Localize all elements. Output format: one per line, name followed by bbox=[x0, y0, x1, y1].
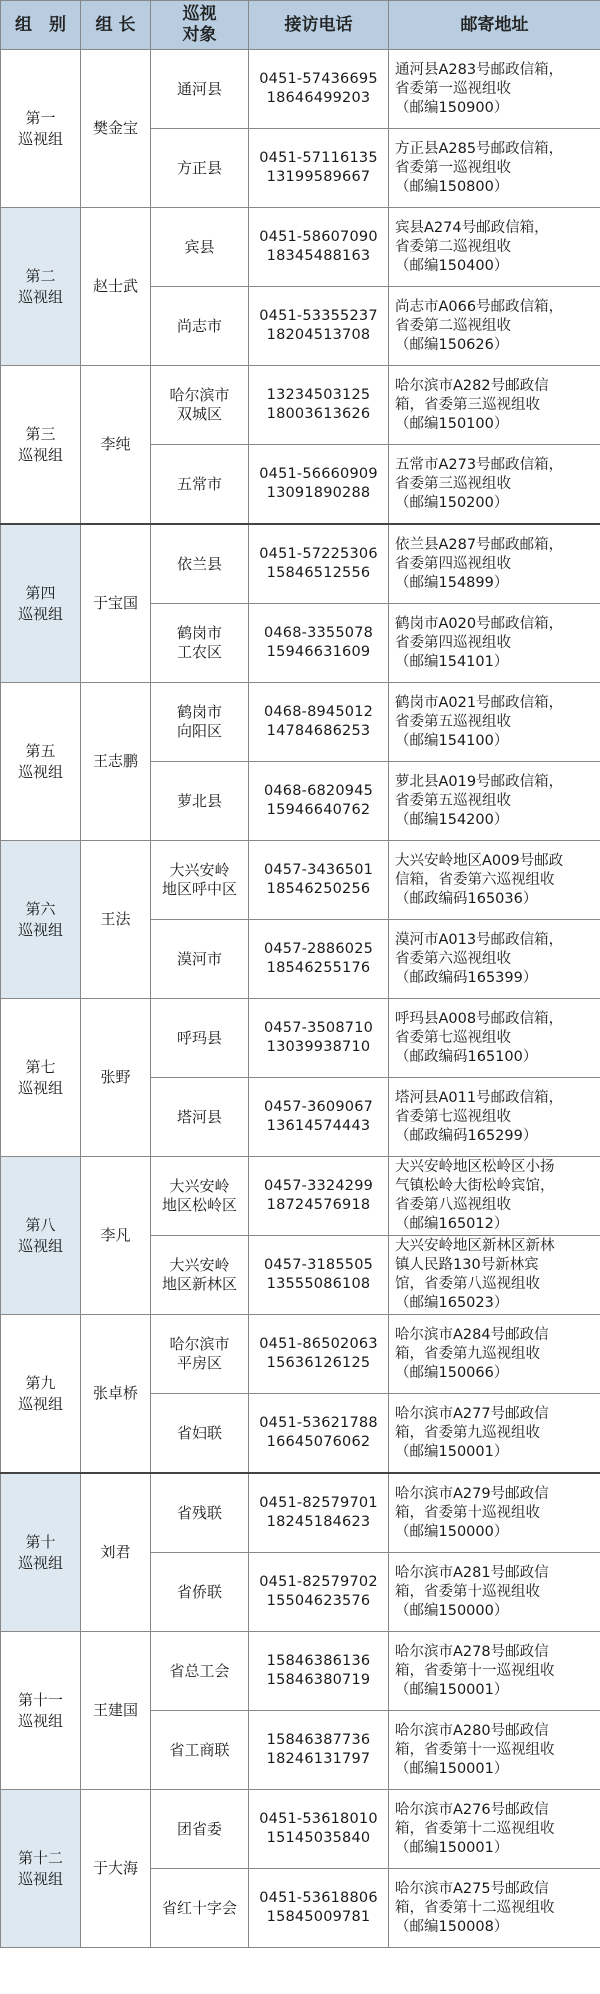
mailing-address-cell bbox=[389, 287, 600, 366]
mailing-address-line: 省委第一巡视组收 bbox=[395, 159, 511, 176]
table-row bbox=[1, 50, 600, 129]
phone-number: 0457-2886025 bbox=[263, 941, 374, 957]
mailing-address-cell bbox=[389, 762, 600, 841]
phone-cell bbox=[249, 1632, 389, 1711]
group-name-line: 巡视组 bbox=[17, 1078, 63, 1097]
phone-cell bbox=[249, 1078, 389, 1157]
inspection-target-cell bbox=[151, 762, 249, 841]
mailing-address-line: 哈尔滨市A282号邮政信 bbox=[395, 377, 549, 394]
mailing-address-line: 镇人民路130号新林宾 bbox=[395, 1257, 539, 1273]
phone-number: 0457-3609067 bbox=[263, 1099, 374, 1115]
inspection-target-line: 省残联 bbox=[176, 1503, 222, 1522]
mailing-address-line: 箱，省委第十二巡视组收 bbox=[395, 1899, 555, 1916]
mailing-address-line: 鹤岗市A021号邮政信箱， bbox=[395, 694, 564, 711]
phone-cell bbox=[249, 1711, 389, 1790]
mailing-address-line: 省委第八巡视组收 bbox=[395, 1197, 511, 1213]
group-leader-cell: 李凡 bbox=[81, 1157, 151, 1315]
mailing-address-line: （邮编150626） bbox=[395, 336, 509, 353]
mailing-address-line: 通河县A283号邮政信箱， bbox=[395, 61, 564, 78]
group-name-line: 第九 bbox=[25, 1373, 56, 1392]
mailing-address-line: 宾县A274号邮政信箱， bbox=[395, 219, 549, 236]
mailing-address-line: 哈尔滨市A279号邮政信 bbox=[395, 1485, 549, 1502]
mailing-address-line: 大兴安岭地区A009号邮政 bbox=[395, 852, 564, 869]
phone-number: 0451-57225306 bbox=[259, 546, 378, 562]
group-name-line: 第四 bbox=[25, 583, 56, 602]
mailing-address-line: 箱，省委第十巡视组收 bbox=[395, 1583, 540, 1600]
phone-number: 14784686253 bbox=[266, 723, 371, 739]
mailing-address-line: 箱，省委第十巡视组收 bbox=[395, 1504, 540, 1521]
phone-cell bbox=[249, 1157, 389, 1236]
mailing-address-line: 哈尔滨市A278号邮政信 bbox=[395, 1643, 549, 1660]
mailing-address-cell bbox=[389, 1315, 600, 1394]
inspection-target-line: 依兰县 bbox=[176, 554, 222, 573]
phone-cell bbox=[249, 524, 389, 604]
table-row bbox=[1, 999, 600, 1078]
inspection-target-line: 省工商联 bbox=[169, 1740, 230, 1759]
phone-number: 0451-57116135 bbox=[259, 150, 378, 166]
group-name-line: 巡视组 bbox=[17, 1869, 63, 1888]
mailing-address-line: 哈尔滨市A277号邮政信 bbox=[395, 1405, 549, 1422]
mailing-address-line: （邮编150001） bbox=[395, 1839, 509, 1856]
mailing-address-line: （邮政编码165399） bbox=[395, 969, 538, 986]
group-name-cell bbox=[1, 1473, 81, 1632]
phone-number: 15946640762 bbox=[266, 802, 371, 818]
group-leader-cell: 赵士武 bbox=[81, 208, 151, 366]
phone-number: 13199589667 bbox=[266, 169, 371, 185]
phone-number: 15946631609 bbox=[266, 644, 371, 660]
group-name-cell bbox=[1, 1790, 81, 1948]
mailing-address-line: （邮编165012） bbox=[395, 1216, 509, 1232]
inspection-target-line: 呼玛县 bbox=[176, 1028, 222, 1047]
mailing-address-cell bbox=[389, 129, 600, 208]
phone-number: 18724576918 bbox=[266, 1197, 371, 1213]
mailing-address-line: 呼玛县A008号邮政信箱， bbox=[395, 1010, 564, 1027]
inspection-target-line: 尚志市 bbox=[176, 316, 222, 335]
phone-number: 18546255176 bbox=[266, 960, 371, 976]
group-name-line: 第十一 bbox=[17, 1690, 63, 1709]
header-group: 组 别 bbox=[1, 1, 81, 50]
phone-cell bbox=[249, 1236, 389, 1315]
mailing-address-line: 信箱，省委第六巡视组收 bbox=[395, 871, 555, 888]
mailing-address-line: 大兴安岭地区新林区新林 bbox=[395, 1238, 555, 1254]
group-name-cell bbox=[1, 1157, 81, 1315]
header-phone: 接访电话 bbox=[249, 1, 389, 50]
mailing-address-line: 哈尔滨市A284号邮政信 bbox=[395, 1326, 549, 1343]
mailing-address-cell bbox=[389, 604, 600, 683]
mailing-address-line: 省委第二巡视组收 bbox=[395, 238, 511, 255]
phone-number: 0457-3185505 bbox=[263, 1257, 374, 1273]
phone-cell bbox=[249, 287, 389, 366]
phone-number: 15846380719 bbox=[266, 1672, 371, 1688]
mailing-address-cell bbox=[389, 1473, 600, 1553]
phone-number: 18546250256 bbox=[266, 881, 371, 897]
inspection-target-cell bbox=[151, 1473, 249, 1553]
mailing-address-line: （邮编150400） bbox=[395, 257, 509, 274]
group-name-cell bbox=[1, 683, 81, 841]
inspection-target-line: 鹤岗市 bbox=[176, 624, 222, 642]
mailing-address-line: （邮编150001） bbox=[395, 1681, 509, 1698]
phone-number: 0451-53618010 bbox=[259, 1811, 378, 1827]
mailing-address-cell bbox=[389, 920, 600, 999]
header-target-line2: 对象 bbox=[182, 25, 217, 45]
phone-cell bbox=[249, 366, 389, 445]
phone-cell bbox=[249, 1473, 389, 1553]
group-name-line: 巡视组 bbox=[17, 1236, 63, 1255]
phone-number: 0451-82579702 bbox=[259, 1574, 378, 1590]
phone-number: 13039938710 bbox=[266, 1039, 371, 1055]
inspection-target-line: 哈尔滨市 bbox=[169, 386, 230, 404]
phone-cell bbox=[249, 841, 389, 920]
mailing-address-cell bbox=[389, 1790, 600, 1869]
inspection-target-line: 大兴安岭 bbox=[169, 1177, 230, 1195]
mailing-address-line: 馆，省委第八巡视组收 bbox=[395, 1276, 540, 1292]
inspection-target-line: 省妇联 bbox=[176, 1423, 222, 1442]
mailing-address-line: （邮编150001） bbox=[395, 1443, 509, 1460]
group-name-line: 第十二 bbox=[17, 1848, 63, 1867]
phone-cell bbox=[249, 1315, 389, 1394]
mailing-address-line: （邮编150000） bbox=[395, 1602, 509, 1619]
group-name-line: 第一 bbox=[25, 108, 56, 127]
phone-number: 13614574443 bbox=[266, 1118, 371, 1134]
mailing-address-cell bbox=[389, 1553, 600, 1632]
mailing-address-cell bbox=[389, 1869, 600, 1948]
group-leader-cell: 刘君 bbox=[81, 1473, 151, 1632]
group-name-line: 第三 bbox=[25, 424, 56, 443]
phone-cell bbox=[249, 129, 389, 208]
mailing-address-line: 省委第二巡视组收 bbox=[395, 317, 511, 334]
phone-number: 0451-53618806 bbox=[259, 1890, 378, 1906]
inspection-target-cell bbox=[151, 366, 249, 445]
inspection-target-line: 大兴安岭 bbox=[169, 861, 230, 879]
mailing-address-line: （邮政编码165100） bbox=[395, 1048, 538, 1065]
mailing-address-line: （邮编150008） bbox=[395, 1918, 509, 1935]
inspection-target-cell bbox=[151, 1394, 249, 1474]
mailing-address-cell bbox=[389, 683, 600, 762]
mailing-address-cell bbox=[389, 208, 600, 287]
mailing-address-line: 箱，省委第十一巡视组收 bbox=[395, 1662, 555, 1679]
phone-cell bbox=[249, 208, 389, 287]
inspection-target-line: 宾县 bbox=[184, 237, 215, 256]
mailing-address-line: 哈尔滨市A281号邮政信 bbox=[395, 1564, 549, 1581]
phone-number: 18204513708 bbox=[266, 327, 371, 343]
inspection-target-cell bbox=[151, 129, 249, 208]
inspection-target-cell bbox=[151, 1078, 249, 1157]
inspection-target-cell bbox=[151, 208, 249, 287]
group-leader-cell: 于宝国 bbox=[81, 524, 151, 683]
mailing-address-cell bbox=[389, 1632, 600, 1711]
inspection-target-line: 萝北县 bbox=[176, 791, 222, 810]
phone-number: 0468-8945012 bbox=[263, 704, 374, 720]
mailing-address-line: 依兰县A287号邮政邮箱， bbox=[395, 536, 564, 553]
phone-cell bbox=[249, 1394, 389, 1474]
mailing-address-line: （邮编150001） bbox=[395, 1760, 509, 1777]
phone-number: 15846386136 bbox=[266, 1653, 371, 1669]
inspection-target-line: 向阳区 bbox=[176, 722, 222, 740]
group-name-cell bbox=[1, 1315, 81, 1474]
group-name-line: 巡视组 bbox=[17, 1553, 63, 1572]
group-name-line: 巡视组 bbox=[17, 129, 63, 148]
mailing-address-cell bbox=[389, 524, 600, 604]
mailing-address-line: （邮编154200） bbox=[395, 811, 509, 828]
inspection-target-line: 漠河市 bbox=[176, 949, 222, 968]
phone-number: 13555086108 bbox=[266, 1276, 371, 1292]
group-name-cell bbox=[1, 208, 81, 366]
mailing-address-line: （邮编150900） bbox=[395, 99, 509, 116]
mailing-address-line: （邮编154899） bbox=[395, 574, 509, 591]
inspection-target-cell bbox=[151, 604, 249, 683]
table-row bbox=[1, 366, 600, 445]
mailing-address-line: 省委第七巡视组收 bbox=[395, 1029, 511, 1046]
mailing-address-line: 省委第五巡视组收 bbox=[395, 713, 511, 730]
phone-number: 13234503125 bbox=[266, 387, 371, 403]
table-row bbox=[1, 1632, 600, 1711]
inspection-target-line: 方正县 bbox=[176, 158, 222, 177]
mailing-address-line: 五常市A273号邮政信箱， bbox=[395, 456, 564, 473]
inspection-target-cell bbox=[151, 683, 249, 762]
mailing-address-cell bbox=[389, 1157, 600, 1236]
group-name-line: 巡视组 bbox=[17, 604, 63, 623]
inspection-target-cell bbox=[151, 1711, 249, 1790]
phone-number: 15504623576 bbox=[266, 1593, 371, 1609]
mailing-address-line: 箱，省委第三巡视组收 bbox=[395, 396, 540, 413]
mailing-address-line: （邮编150000） bbox=[395, 1523, 509, 1540]
mailing-address-line: （邮政编码165036） bbox=[395, 890, 538, 907]
group-leader-cell: 张卓桥 bbox=[81, 1315, 151, 1474]
inspection-target-cell bbox=[151, 1869, 249, 1948]
inspection-target-line: 通河县 bbox=[176, 79, 222, 98]
mailing-address-line: 省委第一巡视组收 bbox=[395, 80, 511, 97]
phone-number: 0451-58607090 bbox=[259, 229, 378, 245]
inspection-target-cell bbox=[151, 287, 249, 366]
table-row bbox=[1, 208, 600, 287]
group-name-cell bbox=[1, 1632, 81, 1790]
phone-number: 0451-56660909 bbox=[259, 466, 378, 482]
mailing-address-cell bbox=[389, 999, 600, 1078]
group-name-line: 第五 bbox=[25, 741, 56, 760]
mailing-address-cell bbox=[389, 50, 600, 129]
phone-cell bbox=[249, 762, 389, 841]
inspection-target-line: 省总工会 bbox=[169, 1661, 230, 1680]
mailing-address-line: 省委第五巡视组收 bbox=[395, 792, 511, 809]
inspection-target-line: 团省委 bbox=[176, 1819, 222, 1838]
group-leader-cell: 王志鹏 bbox=[81, 683, 151, 841]
phone-number: 0451-53355237 bbox=[259, 308, 378, 324]
group-name-cell bbox=[1, 524, 81, 683]
inspection-target-cell bbox=[151, 841, 249, 920]
mailing-address-line: 塔河县A011号邮政信箱， bbox=[395, 1089, 564, 1106]
header-target bbox=[151, 1, 249, 50]
inspection-target-cell bbox=[151, 999, 249, 1078]
mailing-address-line: （邮编150800） bbox=[395, 178, 509, 195]
mailing-address-cell bbox=[389, 1394, 600, 1474]
header-leader: 组 长 bbox=[81, 1, 151, 50]
mailing-address-line: 省委第四巡视组收 bbox=[395, 555, 511, 572]
phone-number: 16645076062 bbox=[266, 1434, 371, 1450]
phone-cell bbox=[249, 1553, 389, 1632]
mailing-address-line: （邮编165023） bbox=[395, 1295, 509, 1311]
group-name-cell bbox=[1, 841, 81, 999]
mailing-address-line: （邮编150100） bbox=[395, 415, 509, 432]
mailing-address-line: 尚志市A066号邮政信箱， bbox=[395, 298, 564, 315]
table-row bbox=[1, 524, 600, 604]
inspection-target-cell bbox=[151, 1790, 249, 1869]
mailing-address-cell bbox=[389, 445, 600, 525]
mailing-address-cell bbox=[389, 1236, 600, 1315]
group-name-cell bbox=[1, 366, 81, 525]
mailing-address-cell bbox=[389, 841, 600, 920]
phone-number: 15845009781 bbox=[266, 1909, 371, 1925]
mailing-address-line: 方正县A285号邮政信箱， bbox=[395, 140, 564, 157]
phone-cell bbox=[249, 683, 389, 762]
mailing-address-line: 气镇松岭大街松岭宾馆， bbox=[395, 1178, 555, 1194]
group-name-cell bbox=[1, 50, 81, 208]
header-target-line1: 巡视 bbox=[182, 4, 217, 24]
inspection-target-cell bbox=[151, 1553, 249, 1632]
phone-cell bbox=[249, 1790, 389, 1869]
mailing-address-line: 哈尔滨市A276号邮政信 bbox=[395, 1801, 549, 1818]
phone-number: 13091890288 bbox=[266, 485, 371, 501]
inspection-target-line: 哈尔滨市 bbox=[169, 1335, 230, 1353]
header-address: 邮寄地址 bbox=[389, 1, 600, 50]
group-leader-cell: 李纯 bbox=[81, 366, 151, 525]
group-name-line: 巡视组 bbox=[17, 445, 63, 464]
inspection-target-cell bbox=[151, 445, 249, 525]
mailing-address-line: 省委第六巡视组收 bbox=[395, 950, 511, 967]
mailing-address-line: 哈尔滨市A280号邮政信 bbox=[395, 1722, 549, 1739]
phone-number: 18345488163 bbox=[266, 248, 371, 264]
phone-number: 18245184623 bbox=[266, 1514, 371, 1530]
phone-cell bbox=[249, 604, 389, 683]
mailing-address-line: 大兴安岭地区松岭区小扬 bbox=[395, 1159, 555, 1175]
mailing-address-cell bbox=[389, 1078, 600, 1157]
phone-number: 18646499203 bbox=[266, 90, 371, 106]
phone-number: 0451-53621788 bbox=[259, 1415, 378, 1431]
group-leader-cell: 王法 bbox=[81, 841, 151, 999]
mailing-address-line: 箱，省委第十一巡视组收 bbox=[395, 1741, 555, 1758]
phone-number: 0457-3508710 bbox=[263, 1020, 374, 1036]
header-row bbox=[1, 1, 600, 50]
inspection-target-line: 大兴安岭 bbox=[169, 1256, 230, 1274]
group-name-line: 第八 bbox=[25, 1215, 56, 1234]
phone-number: 18246131797 bbox=[266, 1751, 371, 1767]
group-leader-cell: 于大海 bbox=[81, 1790, 151, 1948]
table-row bbox=[1, 1790, 600, 1869]
inspection-target-line: 鹤岗市 bbox=[176, 703, 222, 721]
mailing-address-line: 鹤岗市A020号邮政信箱， bbox=[395, 615, 564, 632]
table-row bbox=[1, 1315, 600, 1394]
table-row bbox=[1, 1473, 600, 1553]
mailing-address-line: 哈尔滨市A275号邮政信 bbox=[395, 1880, 549, 1897]
mailing-address-line: （邮编150066） bbox=[395, 1364, 509, 1381]
mailing-address-line: 箱，省委第十二巡视组收 bbox=[395, 1820, 555, 1837]
group-leader-cell: 樊金宝 bbox=[81, 50, 151, 208]
phone-number: 0468-6820945 bbox=[263, 783, 374, 799]
mailing-address-line: （邮政编码165299） bbox=[395, 1127, 538, 1144]
inspection-target-line: 地区新林区 bbox=[161, 1275, 237, 1293]
inspection-target-line: 五常市 bbox=[176, 474, 222, 493]
phone-cell bbox=[249, 920, 389, 999]
group-name-line: 巡视组 bbox=[17, 1711, 63, 1730]
group-leader-cell: 王建国 bbox=[81, 1632, 151, 1790]
table-row bbox=[1, 683, 600, 762]
inspection-target-cell bbox=[151, 1315, 249, 1394]
group-name-line: 第七 bbox=[25, 1057, 56, 1076]
mailing-address-line: 萝北县A019号邮政信箱， bbox=[395, 773, 564, 790]
inspection-target-line: 地区呼中区 bbox=[161, 880, 237, 898]
phone-number: 15846387736 bbox=[266, 1732, 371, 1748]
inspection-target-line: 塔河县 bbox=[176, 1107, 222, 1126]
mailing-address-cell bbox=[389, 1711, 600, 1790]
mailing-address-line: 箱，省委第九巡视组收 bbox=[395, 1424, 540, 1441]
inspection-target-cell bbox=[151, 1157, 249, 1236]
phone-number: 0468-3355078 bbox=[263, 625, 374, 641]
table-row bbox=[1, 1157, 600, 1236]
table-body bbox=[1, 50, 600, 1948]
group-name-line: 巡视组 bbox=[17, 920, 63, 939]
mailing-address-cell bbox=[389, 366, 600, 445]
inspection-target-line: 工农区 bbox=[176, 643, 222, 661]
phone-cell bbox=[249, 50, 389, 129]
inspection-target-cell bbox=[151, 920, 249, 999]
mailing-address-line: 省委第三巡视组收 bbox=[395, 475, 511, 492]
inspection-target-cell bbox=[151, 1236, 249, 1315]
table-row bbox=[1, 841, 600, 920]
mailing-address-line: （邮编154100） bbox=[395, 732, 509, 749]
inspection-target-line: 省侨联 bbox=[176, 1582, 222, 1601]
group-name-line: 第六 bbox=[25, 899, 56, 918]
phone-number: 0451-86502063 bbox=[259, 1336, 378, 1352]
phone-number: 15145035840 bbox=[266, 1830, 371, 1846]
inspection-target-line: 省红十字会 bbox=[161, 1898, 237, 1917]
mailing-address-line: （邮编150200） bbox=[395, 494, 509, 511]
inspection-target-cell bbox=[151, 1632, 249, 1711]
phone-number: 0457-3324299 bbox=[263, 1178, 374, 1194]
phone-number: 0457-3436501 bbox=[263, 862, 374, 878]
inspection-target-line: 平房区 bbox=[176, 1354, 222, 1372]
mailing-address-line: 省委第四巡视组收 bbox=[395, 634, 511, 651]
group-leader-cell: 张野 bbox=[81, 999, 151, 1157]
group-name-line: 巡视组 bbox=[17, 762, 63, 781]
phone-number: 0451-57436695 bbox=[259, 71, 378, 87]
phone-number: 15846512556 bbox=[266, 565, 371, 581]
group-name-cell bbox=[1, 999, 81, 1157]
group-name-line: 第二 bbox=[25, 266, 56, 285]
phone-number: 15636126125 bbox=[266, 1355, 371, 1371]
phone-cell bbox=[249, 445, 389, 525]
mailing-address-line: 省委第七巡视组收 bbox=[395, 1108, 511, 1125]
mailing-address-line: 漠河市A013号邮政信箱， bbox=[395, 931, 564, 948]
inspection-target-line: 地区松岭区 bbox=[161, 1196, 237, 1214]
inspection-target-cell bbox=[151, 524, 249, 604]
group-name-line: 第十 bbox=[25, 1532, 56, 1551]
phone-number: 0451-82579701 bbox=[259, 1495, 378, 1511]
group-name-line: 巡视组 bbox=[17, 287, 63, 306]
mailing-address-line: （邮编154101） bbox=[395, 653, 509, 670]
group-name-line: 巡视组 bbox=[17, 1394, 63, 1413]
phone-cell bbox=[249, 999, 389, 1078]
mailing-address-line: 箱，省委第九巡视组收 bbox=[395, 1345, 540, 1362]
inspection-target-cell bbox=[151, 50, 249, 129]
inspection-target-line: 双城区 bbox=[176, 405, 222, 423]
phone-cell bbox=[249, 1869, 389, 1948]
phone-number: 18003613626 bbox=[266, 406, 371, 422]
